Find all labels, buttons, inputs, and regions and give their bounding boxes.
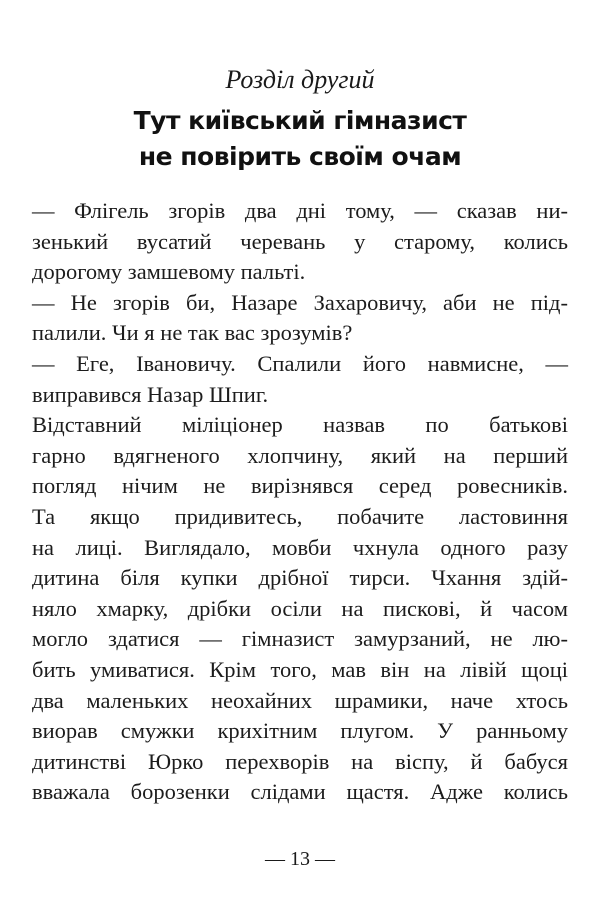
text-line: могло здатися — гімназист замурзаний, не лю-: [32, 626, 568, 652]
text-line: виправився Назар Шпиг.: [32, 381, 269, 407]
text-line: на лиці. Виглядало, мовби чхнула одного разу: [32, 534, 568, 560]
text-line: два маленьких неохайних шрамики, наче хтось: [32, 687, 568, 713]
text-line: виорав смужки крихітним плугом. У ранньому: [32, 718, 568, 744]
text-line: Та якщо придивитесь, побачите ластовиння: [32, 503, 568, 529]
text-line: дорогому замшевому пальті.: [32, 259, 306, 285]
text-line: няло хмарку, дрібки осіли на пискові, й часом: [32, 595, 568, 621]
chapter-title: [0, 103, 600, 175]
body-text: [32, 196, 568, 808]
chapter-label: Розділ другий: [225, 65, 375, 94]
text-line: гарно вдягненого хлопчину, який на перший: [32, 442, 568, 468]
chapter-title-line-2: не повірить своїм очам: [138, 142, 462, 171]
page-number: — 13 —: [265, 848, 335, 870]
text-line: вважала борозенки слідами щастя. Адже колись: [32, 779, 568, 805]
text-line: Відставний міліціонер назвав по батькові: [32, 412, 568, 438]
text-line: — Флігель згорів два дні тому, — сказав ни-: [32, 198, 568, 223]
text-line: палили. Чи я не так вас зрозумів?: [32, 320, 353, 346]
text-line: дитина біля купки дрібної тирси. Чхання здій-: [32, 565, 568, 591]
text-line: дитинстві Юрко перехворів на віспу, й бабуся: [32, 748, 568, 774]
text-line: зенький вусатий черевань у старому, колись: [32, 228, 568, 254]
chapter-title-line-1: Тут київський гімназист: [133, 106, 467, 135]
text-line: погляд нічим не вирізнявся серед ровесників.: [32, 473, 568, 499]
text-line: — Не згорів би, Назаре Захаровичу, аби не під-: [32, 289, 568, 315]
text-line: бить умиватися. Крім того, мав він на лівій щоці: [32, 656, 568, 682]
text-line: — Еге, Івановичу. Спалили його навмисне, —: [32, 350, 568, 376]
